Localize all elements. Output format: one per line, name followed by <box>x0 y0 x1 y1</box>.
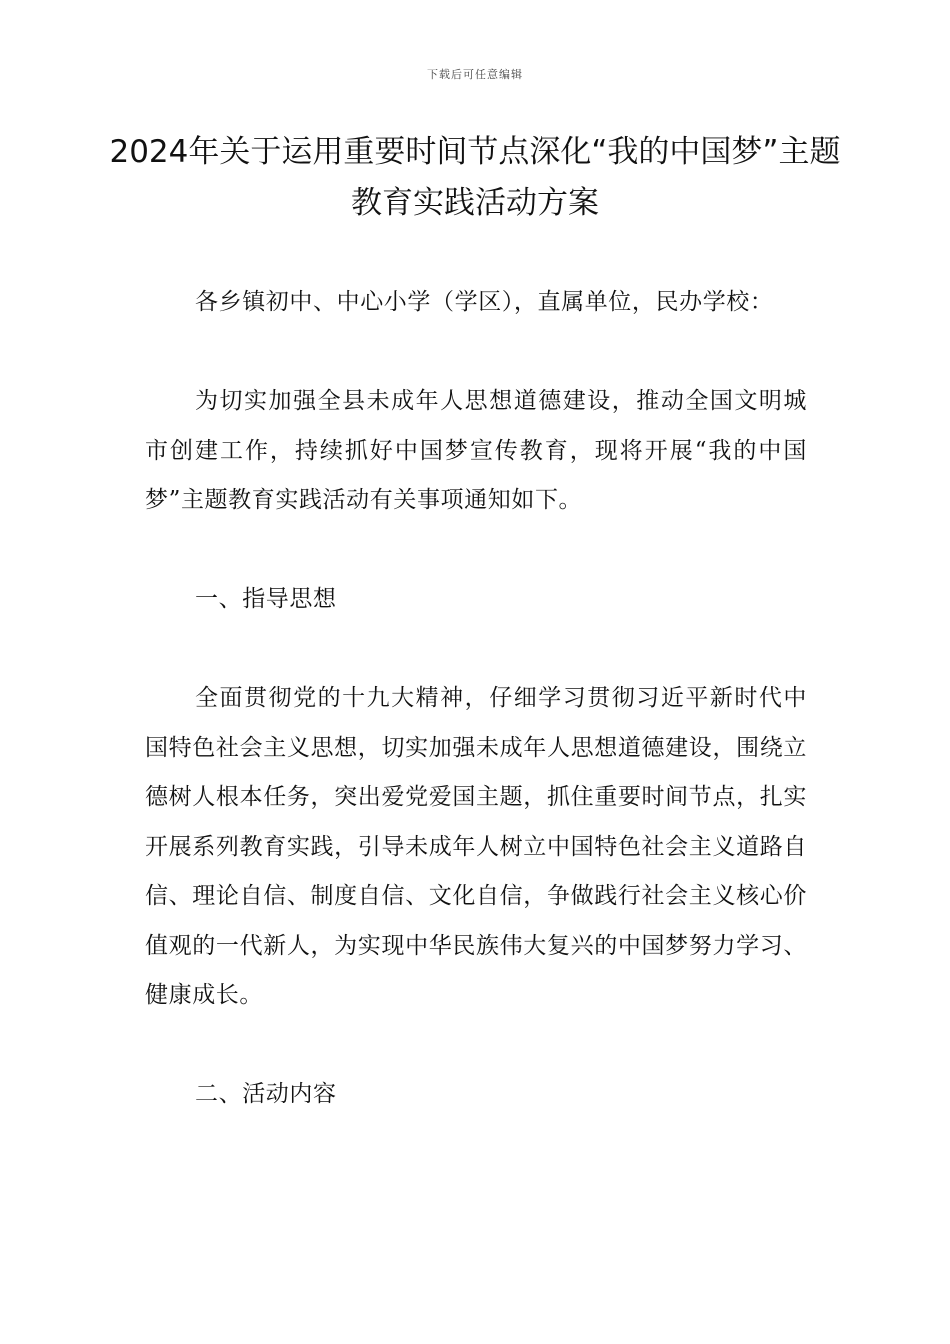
paragraph-spacer <box>145 328 807 378</box>
paragraph-spacer <box>145 1021 807 1071</box>
section-heading-activity-content: 二、活动内容 <box>195 1081 337 1107</box>
header-note: 下载后可任意编辑 <box>427 68 523 81</box>
salutation-paragraph: 各乡镇初中、中心小学（学区），直属单位，民办学校： <box>195 289 774 315</box>
document-body <box>145 278 807 1120</box>
paragraph-spacer <box>145 625 807 675</box>
intro-paragraph: 为切实加强全县未成年人思想道德建设，推动全国文明城市创建工作，持续抓好中国梦宣传教育，现将开展“我的中国梦”主题教育实践活动有关事项通知如下。 <box>145 388 807 513</box>
paragraph-spacer <box>145 526 807 576</box>
section-heading-guiding-ideology: 一、指导思想 <box>195 586 337 612</box>
guiding-ideology-paragraph: 全面贯彻党的十九大精神，仔细学习贯彻习近平新时代中国特色社会主义思想，切实加强未成年人思想道德建设，围绕立德树人根本任务，突出爱党爱国主题，抓住重要时间节点，扎实开展系列教育实践，引导未成年人树立中国特色社会主义道路自信、理论自信、制度自信、文化自信，争做践行社会主义核心价值观的一代新人，为实现中华民族伟大复兴的中国梦努力学习、健康成长。 <box>145 685 807 1008</box>
document-title: 2024年关于运用重要时间节点深化“我的中国梦”主题教育实践活动方案 <box>109 134 841 221</box>
